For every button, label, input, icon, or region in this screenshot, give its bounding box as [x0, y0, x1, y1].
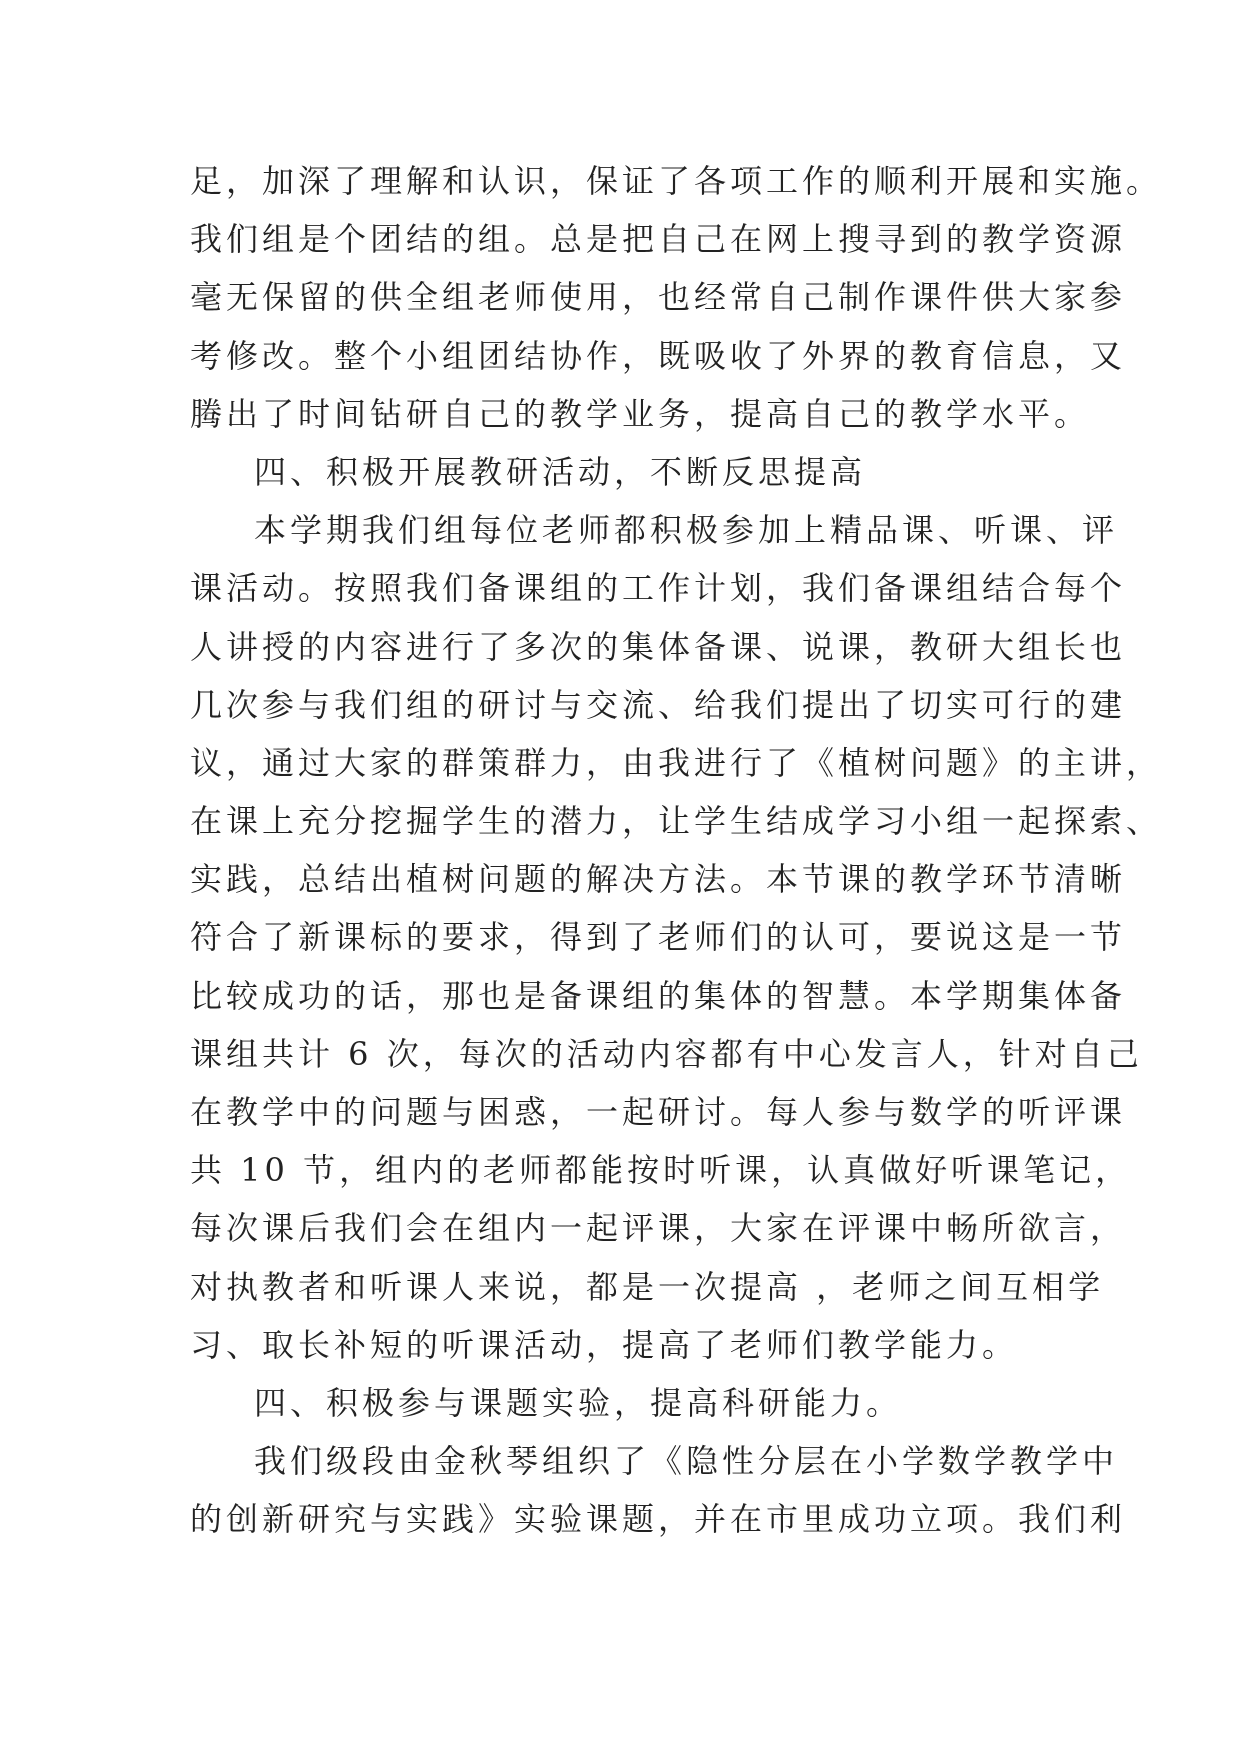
text-line: 议，通过大家的群策群力，由我进行了《植树问题》的主讲，	[190, 743, 1163, 782]
text-line: 毫无保留的供全组老师使用，也经常自己制作课件供大家参	[190, 278, 1127, 317]
text-line: 课活动。按照我们备课组的工作计划，我们备课组结合每个	[190, 569, 1127, 608]
text-line: 我们级段由金秋琴组织了《隐性分层在小学数学教学中	[254, 1442, 1119, 1481]
text-line: 符合了新课标的要求，得到了老师们的认可，要说这是一节	[190, 918, 1127, 957]
text-line: 比较成功的话，那也是备课组的集体的智慧。本学期集体备	[190, 976, 1127, 1015]
text-line: 的创新研究与实践》实验课题，并在市里成功立项。我们利	[190, 1500, 1127, 1539]
text-line: 我们组是个团结的组。总是把自己在网上搜寻到的教学资源	[190, 220, 1127, 259]
body-text	[190, 152, 1163, 1549]
text-line: 对执教者和听课人来说，都是一次提高 ，老师之间互相学	[190, 1267, 1105, 1306]
text-line: 实践，总结出植树问题的解决方法。本节课的教学环节清晰	[190, 860, 1127, 899]
text-line: 在教学中的问题与困惑，一起研讨。每人参与数学的听评课	[190, 1093, 1127, 1131]
section-heading: 四、积极开展教研活动，不断反思提高	[254, 452, 867, 491]
text-line: 足，加深了理解和认识，保证了各项工作的顺利开展和实施。	[190, 162, 1163, 200]
text-line: 习、取长补短的听课活动，提高了老师们教学能力。	[190, 1325, 1019, 1364]
text-line: 本学期我们组每位老师都积极参加上精品课、听课、评	[254, 511, 1119, 550]
text-line: 共 10 节，组内的老师都能按时听课，认真做好听课笔记，	[190, 1151, 1132, 1190]
text-line: 每次课后我们会在组内一起评课，大家在评课中畅所欲言，	[190, 1209, 1127, 1248]
text-line: 几次参与我们组的研讨与交流、给我们提出了切实可行的建	[190, 685, 1127, 724]
section-heading: 四、积极参与课题实验，提高科研能力。	[254, 1383, 903, 1422]
text-line: 考修改。整个小组团结协作，既吸收了外界的教育信息，又	[190, 336, 1127, 375]
text-line: 人讲授的内容进行了多次的集体备课、说课，教研大组长也	[190, 627, 1127, 666]
text-line: 腾出了时间钻研自己的教学业务，提高自己的教学水平。	[190, 394, 1091, 433]
text-line: 课组共计 6 次，每次的活动内容都有中心发言人，针对自己	[190, 1034, 1143, 1073]
text-line: 在课上充分挖掘学生的潜力，让学生结成学习小组一起探索、	[190, 802, 1163, 841]
